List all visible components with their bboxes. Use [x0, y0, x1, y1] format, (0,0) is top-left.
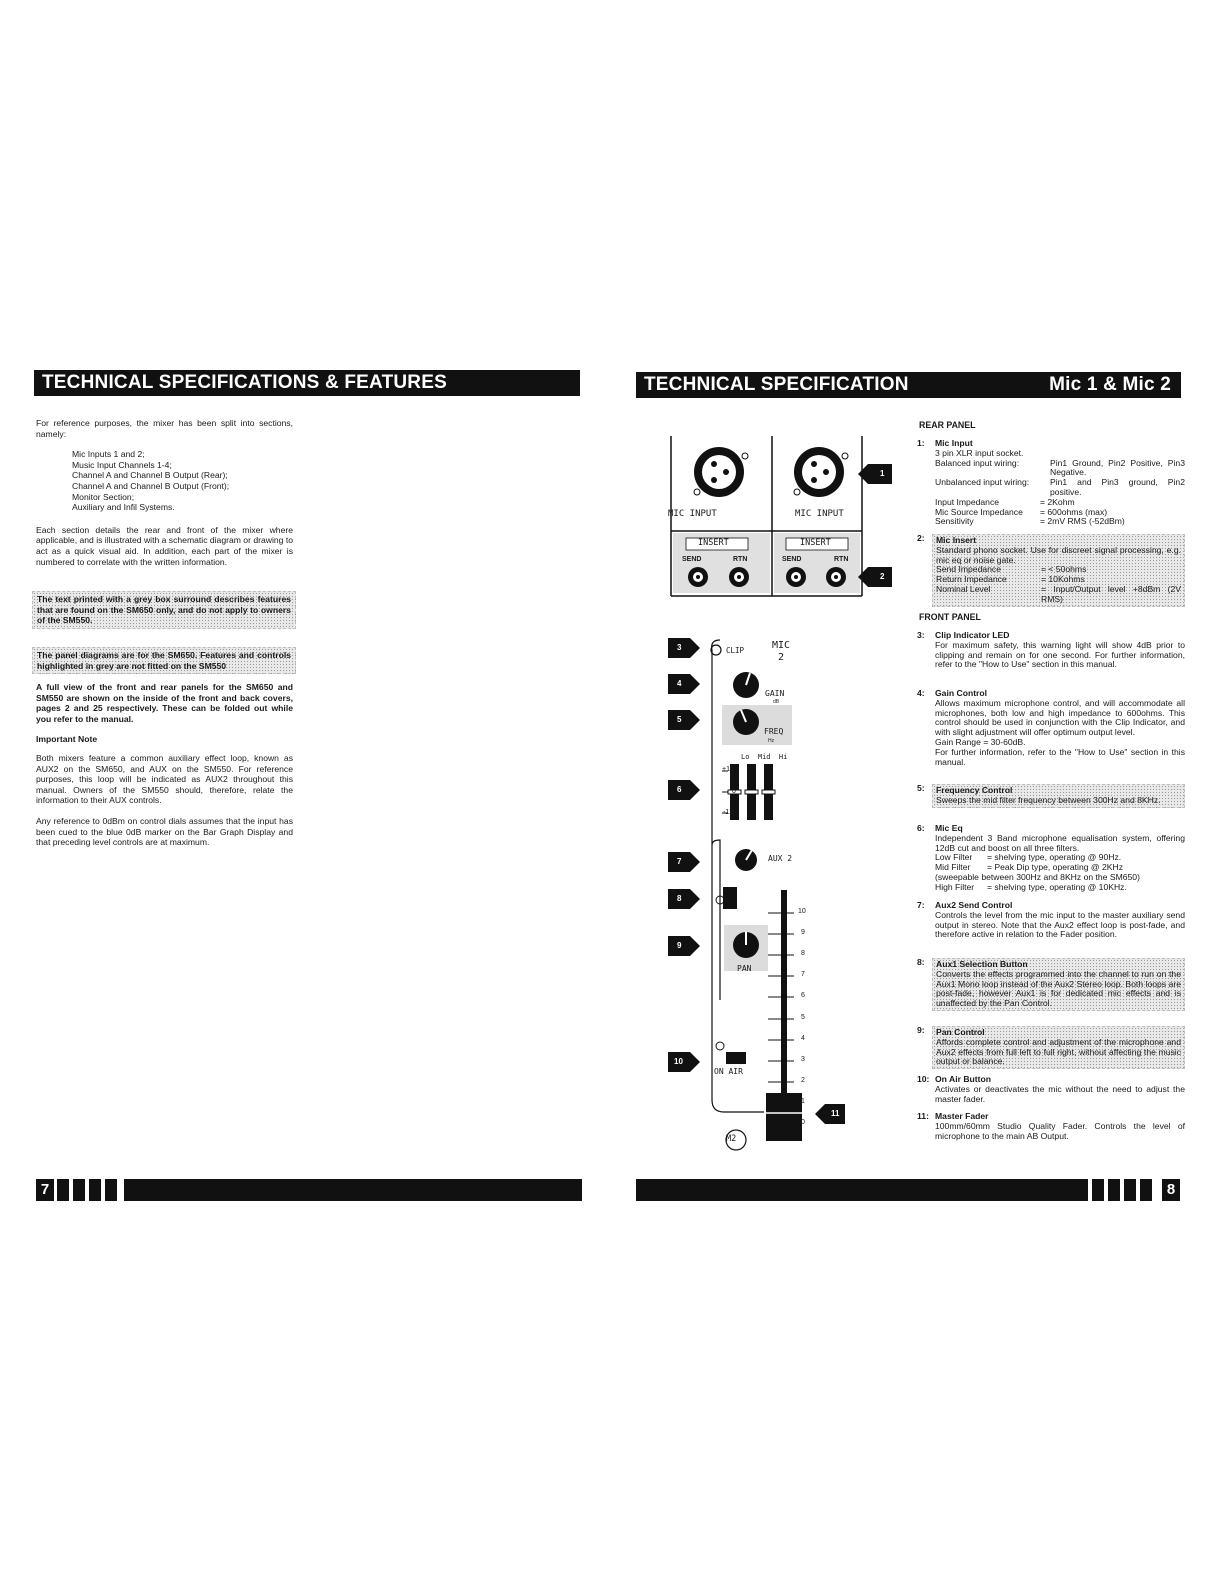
right-page-header [636, 372, 1181, 398]
right-header-subtitle: Mic 1 & Mic 2 [1049, 374, 1171, 395]
left-body-block [36, 682, 293, 858]
spec-number: 11: [917, 1111, 929, 1121]
spec-item-1 [917, 439, 1185, 527]
spec-key: High Filter [935, 881, 975, 892]
important-note-paragraph-1: Both mixers feature a common auxiliary effect loop, known as AUX2 on the SM650, and AUX on the SM550. For reference purposes, this loop will be indicated as AUX2 throughout this manual. Owners of the SM550 should, therefore, relate the information to their AUX controls. [36, 752, 293, 806]
spec-key: Mic Source Impedance [935, 506, 1023, 517]
spec-title: Pan Control [936, 1027, 985, 1037]
spec-value: = < 50ohms [1041, 564, 1087, 575]
footer-segment [1108, 1179, 1124, 1201]
send-label-2: SEND [782, 556, 802, 563]
callout-8: 8 [668, 889, 690, 909]
callout-11: 11 [825, 1104, 845, 1124]
spec-title: Mic Eq [935, 823, 963, 833]
callout-1: 1 [868, 464, 892, 484]
spec-item-11 [917, 1112, 1185, 1141]
channel-badge-label: M2 [726, 1134, 737, 1144]
spec-value: = 600ohms (max) [1040, 506, 1108, 517]
spec-number: 5: [917, 783, 925, 793]
spec-text: 3 pin XLR input socket. [935, 447, 1024, 458]
footer-segment [105, 1179, 121, 1201]
spec-item-3 [917, 631, 1185, 670]
clip-label: CLIP [726, 646, 745, 655]
fader-scale-7: 7 [801, 971, 805, 978]
left-page-footer [36, 1179, 582, 1201]
spec-value: = 2mV RMS (-52dBm) [1040, 516, 1125, 527]
insert-label-2: INSERT [800, 538, 831, 548]
spec-text: Gain Range = 30-60dB. [935, 736, 1026, 747]
important-note-heading: Important Note [36, 734, 98, 745]
intro-paragraph: For reference purposes, the mixer has been split into sections, namely: [36, 418, 293, 439]
spec-text: For further information, refer to the "How to Use" section in this manual. [935, 746, 1185, 767]
spec-title: Gain Control [935, 688, 988, 698]
left-intro-block [36, 418, 293, 577]
fader-scale-1: 1 [801, 1098, 805, 1105]
spec-value: = shelving type, operating @ 90Hz. [987, 852, 1122, 863]
spec-key: Unbalanced input wiring: [935, 477, 1030, 488]
spec-number: 6: [917, 823, 925, 833]
spec-title: On Air Button [935, 1074, 992, 1084]
section-item: Music Input Channels 1-4; [72, 459, 172, 470]
spec-value: = Peak Dip type, operating @ 2KHz [987, 862, 1124, 873]
mic-input-label-2: MIC INPUT [795, 509, 844, 519]
spec-value: = Input/Output level +8dBm (2V RMS) [1041, 583, 1181, 604]
spec-item-9 [917, 1026, 1185, 1069]
spec-title: Frequency Control [936, 785, 1013, 795]
fader-knob-icon [766, 1093, 802, 1141]
fader-scale-9: 9 [801, 929, 805, 936]
spec-text: (sweepable between 300Hz and 8KHz on the SM650) [935, 871, 1140, 882]
spec-text: Allows maximum microphone control, and will accommodate all microphones, both low and high impedance to 600ohms. This control should be used in conjunction with the Clip Indicator, and with slight adjustment will offer optimum output level. [935, 697, 1185, 738]
spec-text: 100mm/60mm Studio Quality Fader. Controls the level of microphone to the main AB Output. [935, 1120, 1185, 1141]
spec-number: 8: [917, 957, 925, 967]
eq-minus-label: -12 [723, 809, 734, 816]
spec-text: Standard phono socket. Use for discreet signal processing, e.g. mic eq or noise gate. [936, 544, 1181, 565]
left-page-header [34, 370, 580, 396]
on-air-label: ON AIR [714, 1067, 743, 1076]
rtn-label-2: RTN [834, 556, 849, 563]
spec-title: Clip Indicator LED [935, 630, 1010, 640]
spec-number: 10: [917, 1074, 930, 1084]
gain-label: GAIN [765, 689, 785, 698]
freq-label: FREQ [764, 727, 784, 736]
send-label-1: SEND [682, 556, 702, 563]
spec-number: 9: [917, 1025, 925, 1035]
spec-key: Mid Filter [935, 862, 971, 873]
aux1-button-icon [723, 887, 737, 909]
full-view-paragraph: A full view of the front and rear panels for the SM650 and SM550 are shown on the inside of the front and back covers, pages 2 and 25 respectively. These can be folded out while you refer to the manual. [36, 682, 293, 724]
mic-number: 2 [778, 652, 785, 663]
spec-item-5 [917, 784, 1185, 808]
spec-text: For maximum safety, this warning light will show 4dB prior to clipping and remain on for one second. For further information, refer to the "How to Use" section in this manual. [935, 639, 1185, 670]
footer-segment [1124, 1179, 1140, 1201]
mic-input-label-1: MIC INPUT [668, 509, 717, 519]
callout-9: 9 [668, 936, 690, 956]
grey-box-panel-note [32, 647, 296, 674]
section-item: Monitor Section; [72, 491, 135, 502]
spec-number: 1: [917, 438, 925, 448]
spec-title: Mic Input [935, 438, 973, 448]
spec-key: Sensitivity [935, 516, 974, 527]
spec-title: Master Fader [935, 1111, 989, 1121]
spec-value: Pin1 Ground, Pin2 Positive, Pin3 Negative. [1050, 457, 1185, 478]
fader-scale-8: 8 [801, 950, 805, 957]
spec-key: Nominal Level [936, 583, 991, 594]
footer-segment [89, 1179, 105, 1201]
spec-title: Aux2 Send Control [935, 900, 1013, 910]
front-panel-title: FRONT PANEL [919, 612, 981, 622]
left-header-title: TECHNICAL SPECIFICATIONS & FEATURES [42, 372, 447, 393]
spec-item-10 [917, 1075, 1185, 1104]
spec-text: Sweeps the mid filter frequency between 300Hz and 8KHz. [936, 794, 1161, 805]
spec-number: 4: [917, 688, 925, 698]
fader-scale-0: 0 [801, 1119, 805, 1126]
mic-label: MIC [772, 640, 791, 651]
section-item: Auxiliary and Infil Systems. [72, 502, 175, 513]
eq-plus-label: +12 [722, 766, 734, 773]
spec-item-7 [917, 901, 1185, 940]
grey-panel-note-text: The panel diagrams are for the SM650. Features and controls highlighted in grey are not fitted on the SM550 [37, 650, 291, 671]
insert-label-1: INSERT [698, 538, 729, 548]
on-air-button-icon [726, 1052, 746, 1064]
spec-value: Pin1 and Pin3 ground, Pin2 positive. [1050, 477, 1185, 497]
grey-note-text: The text printed with a grey box surround describes features that are found on the SM650 only, and do not apply to owners of the SM550. [37, 594, 291, 626]
spec-item-6 [917, 824, 1185, 893]
spec-key: Input Impedance [935, 496, 1000, 507]
spec-number: 3: [917, 630, 925, 640]
spec-text: Independent 3 Band microphone equalisation system, offering 12dB cut and boost on all three filters. [935, 832, 1185, 853]
callout-4: 4 [668, 674, 690, 694]
section-item: Channel A and Channel B Output (Rear); [72, 470, 228, 481]
callout-7: 7 [668, 852, 690, 872]
eq-band-labels: Lo Mid Hi [741, 753, 788, 761]
section-description-paragraph: Each section details the rear and front of the mixer where applicable, and is illustrated with a schematic diagram or drawing to act as a quick visual aid. In addition, each part of the mixer is numbered to correlate with the written information. [36, 524, 293, 567]
callout-2: 2 [868, 567, 892, 587]
fader-scale-5: 5 [801, 1014, 805, 1021]
spec-key: Low Filter [935, 852, 973, 863]
callout-6: 6 [668, 780, 690, 800]
callout-3: 3 [668, 638, 690, 658]
footer-segment [1140, 1179, 1156, 1201]
spec-value: = shelving type, operating @ 10KHz. [987, 881, 1127, 892]
footer-segment [1092, 1179, 1108, 1201]
spec-item-8 [917, 958, 1185, 1011]
spec-key: Return Impedance [936, 574, 1007, 585]
spec-key: Balanced input wiring: [935, 457, 1020, 468]
footer-segment [73, 1179, 89, 1201]
fader-scale-6: 6 [801, 992, 805, 999]
rtn-label-1: RTN [733, 556, 748, 563]
spec-text: Activates or deactivates the mic without the need to adjust the master fader. [935, 1083, 1185, 1104]
spec-title: Aux1 Selection Button [936, 959, 1028, 969]
spec-value: = 10Kohms [1041, 574, 1085, 585]
rear-panel-title: REAR PANEL [919, 420, 976, 430]
grey-box-note [32, 591, 296, 629]
fader-scale-3: 3 [801, 1056, 805, 1063]
section-item: Channel A and Channel B Output (Front); [72, 480, 230, 491]
spec-text: Converts the effects programmed into the channel to run on the Aux1 Mono loop instead of the Aux2 Stereo loop. Both loops are post-fade, however Aux1 is for dedicated mic effects and is unaffected by the Pan Control. [936, 968, 1181, 1009]
footer-segment [57, 1179, 73, 1201]
section-list [72, 449, 293, 513]
spec-item-2 [917, 534, 1185, 607]
spec-item-4 [917, 689, 1185, 767]
pan-label: PAN [737, 964, 752, 973]
footer-bar [124, 1179, 582, 1201]
fader-scale-4: 4 [801, 1035, 805, 1042]
freq-unit: Hz [768, 738, 775, 744]
spec-value: = 2Kohm [1040, 496, 1075, 507]
eq-zero-label: 0 [732, 788, 736, 795]
spec-number: 2: [917, 533, 925, 543]
page-number: 8 [1162, 1179, 1180, 1201]
footer-bar [636, 1179, 1088, 1201]
callout-10: 10 [668, 1052, 690, 1072]
spec-key: Send Impedance [936, 564, 1001, 575]
right-page-footer [636, 1179, 1181, 1201]
fader-scale-10: 10 [798, 908, 806, 915]
callout-5: 5 [668, 710, 690, 730]
spec-text: Affords complete control and adjustment of the microphone and Aux2 effects from full left to full right, without affecting the music output or balance. [936, 1036, 1181, 1067]
aux2-label: AUX 2 [768, 854, 793, 863]
important-note-paragraph-2: Any reference to 0dBm on control dials assumes that the input has been cued to the blue 0dB marker on the Bar Graph Display and that preceding level controls are at maximum. [36, 815, 293, 848]
fader-scale-2: 2 [801, 1077, 805, 1084]
spec-title: Mic Insert [936, 535, 977, 545]
gain-unit: dB [773, 699, 780, 705]
spec-text: Controls the level from the mic input to the master auxiliary send output in stereo. Note that the Aux2 effect loop is post-fade, and therefore active in relation to the Fader position. [935, 909, 1185, 940]
section-item: Mic Inputs 1 and 2; [72, 449, 145, 460]
page-number: 7 [36, 1179, 57, 1201]
right-header-title: TECHNICAL SPECIFICATION [644, 374, 909, 395]
spec-number: 7: [917, 900, 925, 910]
